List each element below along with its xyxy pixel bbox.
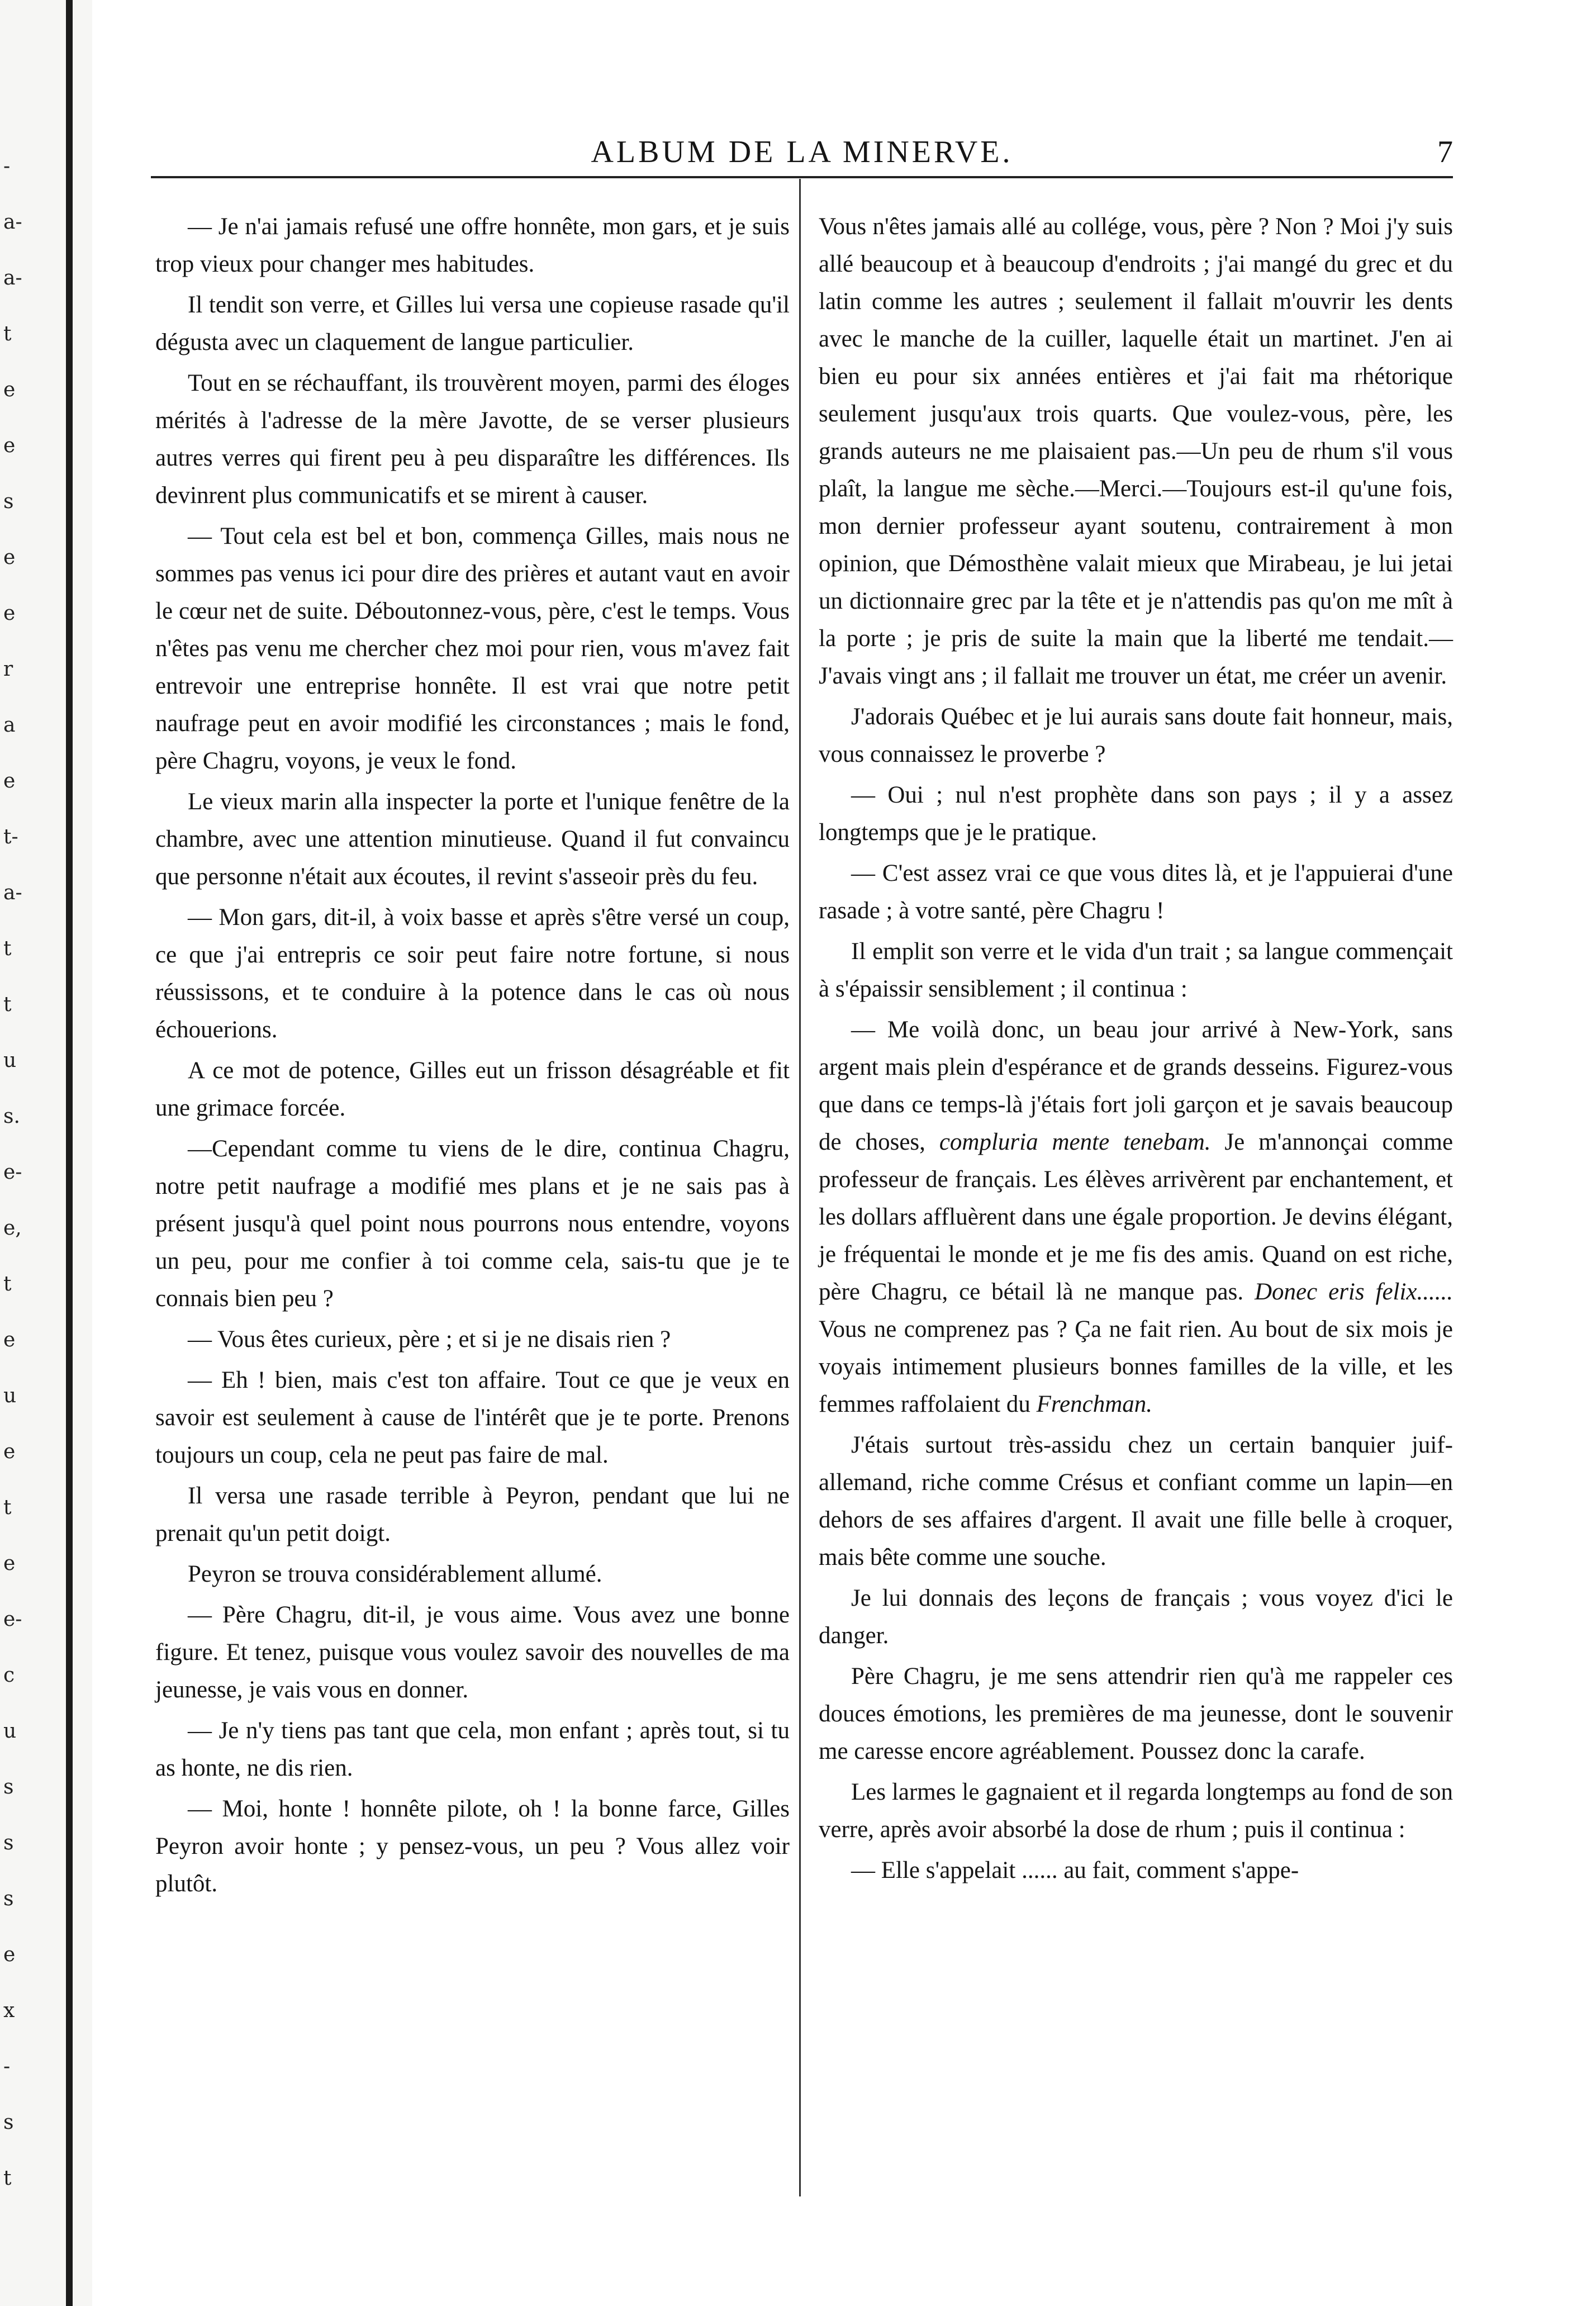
margin-fragment: t [3,1496,12,1519]
paragraph [819,1011,1453,1423]
margin-fragment: x [3,1999,15,2022]
margin-fragment: a- [3,881,22,904]
margin-fragment: e [3,434,16,457]
paragraph: Le vieux marin alla inspecter la porte et l'unique fenêtre de la chambre, avec une attention minutieuse. Quand il fut convaincu que personne n'était aux écoutes, il revint s'asseoir près du feu. [155,789,790,890]
paragraph: Il versa une rasade terrible à Peyron, pendant que lui ne prenait qu'un petit doigt. [155,1483,790,1546]
paragraph: Tout en se réchauffant, ils trouvèrent moyen, parmi des éloges mérités à l'adresse de la mère Javotte, de se verser plusieurs autres verres qui firent peu à peu disparaître les différences. Ils devinrent plus communicatifs et se mirent à causer. [155,370,790,509]
paragraph: — Père Chagru, dit-il, je vous aime. Vous avez une bonne figure. Et tenez, puisque vous voulez savoir des nouvelles de ma jeunesse, je vais vous en donner. [155,1602,790,1703]
margin-fragment: e, [3,1217,22,1240]
paragraph: J'étais surtout très-assidu chez un certain banquier juif-allemand, riche comme Crésus et confiant comme un lapin—en dehors de ses affaires d'argent. Il avait une fille belle à croquer, mais bête comme une souche. [819,1432,1453,1570]
paragraph: Il tendit son verre, et Gilles lui versa une copieuse rasade qu'il dégusta avec un claquement de langue particulier. [155,292,790,355]
paragraph: —Cependant comme tu viens de le dire, continua Chagru, notre petit naufrage a modifié mes plans et je ne sais pas à présent jusqu'à quel point nous pourrons nous entendre, voyons un peu, pour me confier à toi comme cela, sais-tu que je te connais bien peu ? [155,1136,790,1312]
margin-fragment: - [3,155,11,178]
margin-fragment: s [3,1831,14,1854]
margin-fragment: e [3,602,16,625]
paragraph: — C'est assez vrai ce que vous dites là, et je l'appuierai d'une rasade ; à votre santé, père Chagru ! [819,860,1453,924]
margin-fragment: u [3,1384,17,1407]
paragraph: A ce mot de potence, Gilles eut un frisson désagréable et fit une grimace forcée. [155,1057,790,1121]
journal-title: ALBUM DE LA MINERVE. [591,135,1013,169]
paragraph: — Elle s'appelait ...... au fait, comment s'appe- [851,1857,1299,1883]
paragraph: Père Chagru, je me sens attendrir rien qu'à me rappeler ces douces émotions, les premières de ma jeunesse, dont le souvenir me caresse encore agréablement. Poussez donc la carafe. [819,1663,1453,1764]
paragraph: — Moi, honte ! honnête pilote, oh ! la bonne farce, Gilles Peyron avoir honte ; y pensez-vous, un peu ? Vous allez voir plutôt. [155,1796,790,1897]
paragraph: — Vous êtes curieux, père ; et si je ne disais rien ? [188,1326,671,1353]
margin-fragment: e [3,378,16,401]
paragraph: — Tout cela est bel et bon, commença Gilles, mais nous ne sommes pas venus ici pour dire des prières et autant vaut en avoir le cœur net de suite. Déboutonnez-vous, père, c'est le temps. Vous n'êtes pas venu me chercher chez moi pour rien, vous m'avez fait entrevoir une entreprise honnête. Il est vrai que notre petit naufrage peut en avoir modifié les circonstances ; mais le fond, père Chagru, voyons, je veux le fond. [155,523,790,774]
margin-fragment: t- [3,825,18,848]
paragraph: Je lui donnais des leçons de français ; vous voyez d'ici le danger. [819,1585,1453,1649]
facing-page-margin [0,0,34,2306]
text-run: Je m'annonçai comme professeur de français. Les élèves arrivèrent par enchantement, et les dollars affluèrent dans une égale proportion. Je devins élégant, je fréquentai le monde et je me fis des amis. Quand on est riche, père Chagru, ce bétail là ne manque pas. [819,1129,1454,1305]
header-rule [151,176,1453,178]
margin-fragment: e- [3,1608,22,1631]
text-run: Vous ne comprenez pas ? Ça ne fait rien. Au bout de six mois je voyais intimement plusieurs bonnes familles de la ville, et les femmes raffolaient du [819,1316,1453,1417]
paragraph: — Oui ; nul n'est prophète dans son pays ; il y a assez longtemps que je le pratique. [819,782,1453,846]
margin-fragment: e [3,1943,16,1966]
latin-quote: Donec eris felix...... [1254,1279,1454,1305]
margin-fragment: a- [3,211,22,234]
latin-quote: compluria mente tenebam. [939,1129,1211,1155]
margin-fragment: s [3,1776,14,1799]
margin-fragment: e- [3,1161,22,1184]
margin-fragment: s. [3,1105,20,1128]
margin-fragment: - [3,2055,11,2078]
margin-fragment: a [3,714,16,737]
paragraph: J'adorais Québec et je lui aurais sans doute fait honneur, mais, vous connaissez le proverbe ? [819,704,1453,767]
foreign-word: Frenchman. [1036,1391,1153,1417]
column-divider [799,179,801,2196]
margin-fragment: u [3,1720,17,1743]
margin-fragment: s [3,1887,14,1910]
margin-fragment: t [3,1273,12,1296]
paragraph: Vous n'êtes jamais allé au collége, vous, père ? Non ? Moi j'y suis allé beaucoup et à beaucoup d'endroits ; j'ai mangé du grec et du latin comme les autres ; seulement il fallait m'ouvrir les dents avec le manche de la cuiller, laquelle était un martinet. J'en ai bien eu pour six années entières et j'ai fait ma rhétorique seulement jusqu'aux trois quarts. Que voulez-vous, père, les grands auteurs ne me plaisaient pas.—Un peu de rhum s'il vous plaît, la langue me sèche.—Merci.—Toujours est-il qu'une fois, mon dernier professeur ayant soutenu, contrairement à mon opinion, que Démosthène valait mieux que Mirabeau, je lui jetai un dictionnaire grec par la tête et je n'attendis pas qu'on me mît à la porte ; je pris de suite la main que la liberté me tendait.—J'avais vingt ans ; il fallait me trouver un état, me créer un avenir. [819,213,1453,689]
margin-fragment: e [3,546,16,569]
page-number: 7 [1437,135,1453,169]
right-column [819,208,1453,1892]
margin-fragment: u [3,1049,17,1072]
margin-fragment: s [3,490,14,513]
margin-fragment: e [3,1328,16,1351]
margin-fragment: e [3,1552,16,1575]
paragraph: — Eh ! bien, mais c'est ton affaire. Tout ce que je veux en savoir est seulement à cause de l'intérêt que je te porte. Prenons toujours un coup, cela ne peut pas faire de mal. [155,1367,790,1468]
margin-fragment: t [3,322,12,345]
margin-fragment: t [3,937,12,960]
margin-fragment: r [3,658,13,681]
paragraph: — Je n'ai jamais refusé une offre honnête, mon gars, et je suis trop vieux pour changer mes habitudes. [155,213,790,277]
paragraph: Peyron se trouva considérablement allumé. [188,1561,602,1587]
paragraph: Il emplit son verre et le vida d'un trait ; sa langue commençait à s'épaissir sensiblement ; il continua : [819,938,1453,1002]
margin-fragment: e [3,770,16,793]
paragraph: — Je n'y tiens pas tant que cela, mon enfant ; après tout, si tu as honte, ne dis rien. [155,1717,790,1781]
running-head [151,130,1453,174]
margin-fragment: c [3,1664,15,1687]
margin-fragment: t [3,2167,12,2190]
paragraph: — Mon gars, dit-il, à voix basse et après s'être versé un coup, ce que j'ai entrepris ce soir peut faire notre fortune, si nous réussissons, et te conduire à la potence dans le cas où nous échouerions. [155,904,790,1043]
paragraph: Les larmes le gagnaient et il regarda longtemps au fond de son verre, après avoir absorbé la dose de rhum ; puis il continua : [819,1779,1453,1843]
margin-fragment: e [3,1440,16,1463]
margin-fragment: s [3,2111,14,2134]
left-column [155,208,790,1906]
text-run: — Me voilà donc, un beau jour arrivé à New-York, sans argent mais plein d'espérance et de grands desseins. Figurez-vous que dans ce temps-là j'étais fort joli garçon et je savais beaucoup de choses, [819,1017,1453,1155]
margin-fragment: t [3,993,12,1016]
book-spine-shadow [66,0,73,2306]
margin-fragment: a- [3,267,22,290]
